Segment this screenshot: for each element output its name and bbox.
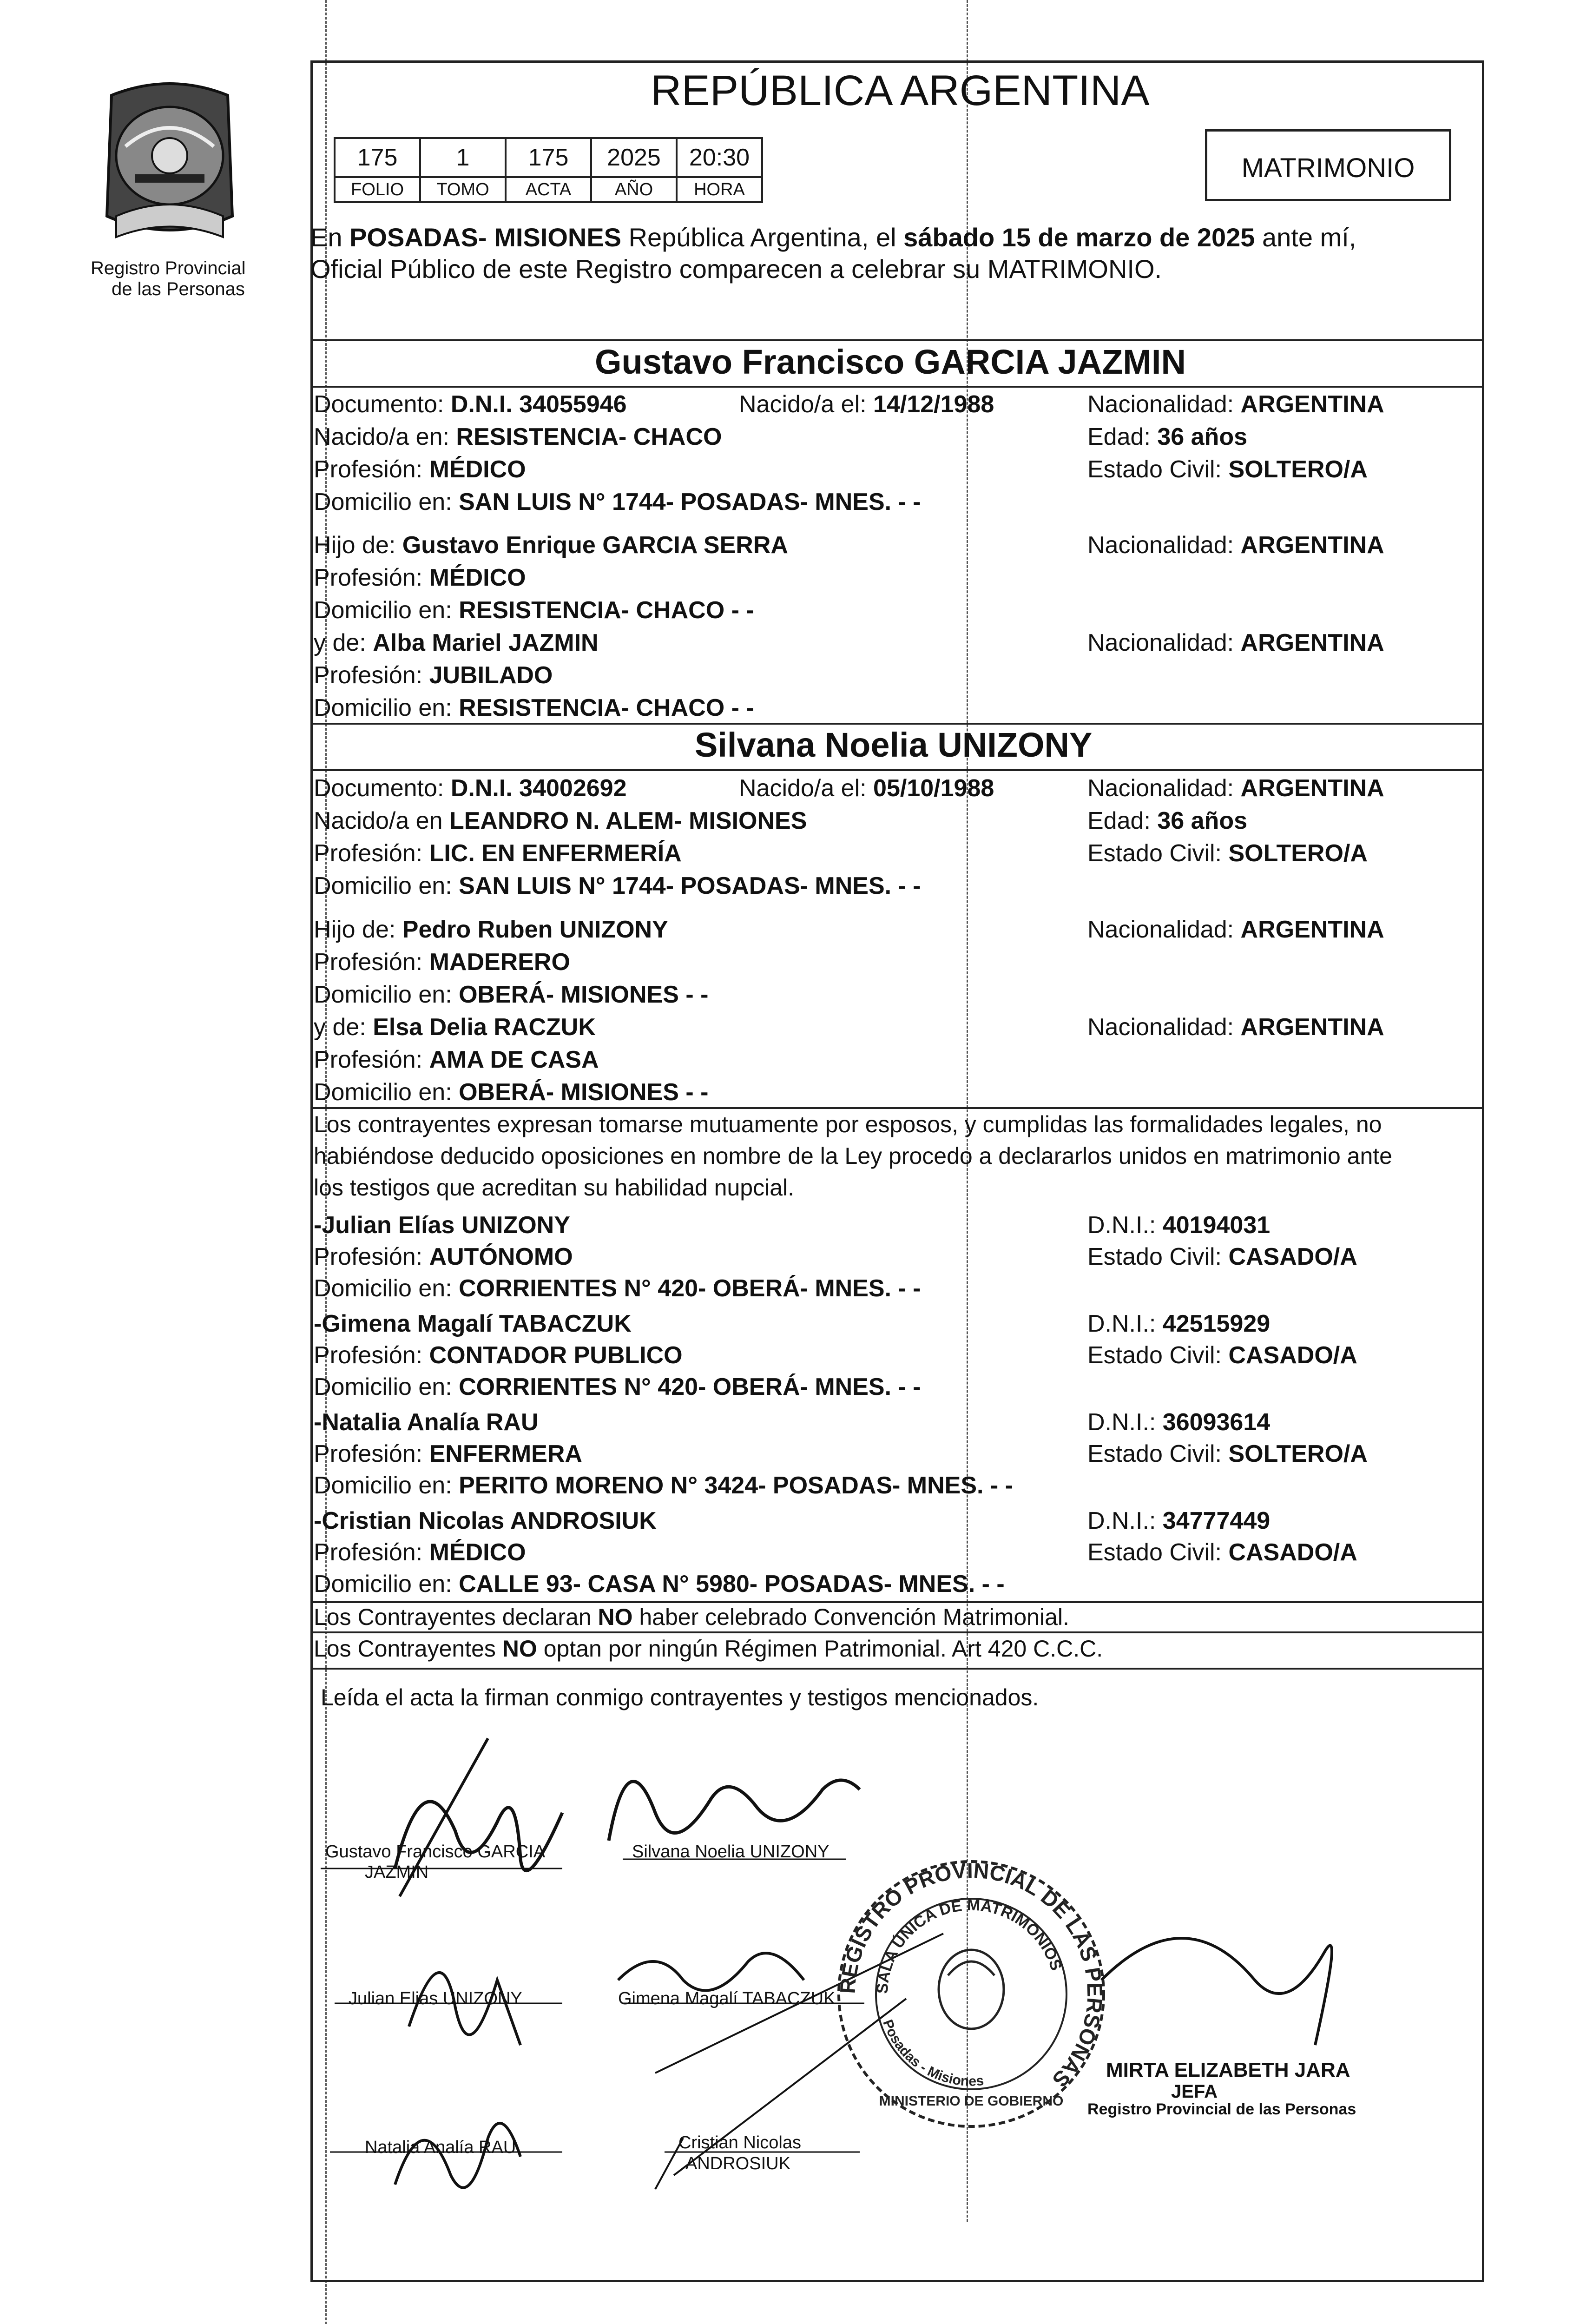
divider-conventions bbox=[310, 1601, 1484, 1603]
officer-role: JEFA bbox=[1171, 2081, 1218, 2102]
page-title: REPÚBLICA ARGENTINA bbox=[651, 67, 1150, 114]
witness-3-addr: Domicilio en: PERITO MORENO N° 3424- POSADAS- MNES. - - bbox=[314, 1472, 1014, 1499]
folio-label: FOLIO bbox=[335, 177, 420, 202]
signature-label-witness-4-2: ANDROSIUK bbox=[685, 2154, 790, 2173]
groom-father-addr: Domicilio en: RESISTENCIA- CHACO - - bbox=[314, 597, 754, 624]
groom-father-prof: Profesión: MÉDICO bbox=[314, 564, 526, 591]
seal-caption-line1: Registro Provincial bbox=[91, 258, 246, 278]
stamp-inner-text: SALA ÚNICA DE MATRIMONIOS bbox=[873, 1896, 1066, 1994]
signature-label-witness-4-1: Cristian Nicolas bbox=[678, 2133, 801, 2152]
folio-value: 175 bbox=[335, 138, 420, 177]
stamp-bottom-text: MINISTERIO DE GOBIERNO bbox=[879, 2093, 1064, 2109]
witness-3-name: -Natalia Analía RAU bbox=[314, 1409, 539, 1436]
groom-nat: Nacionalidad: ARGENTINA bbox=[1087, 391, 1384, 418]
divider-groom-name bbox=[310, 386, 1484, 388]
signature-label-witness-1: Julian Elias UNIZONY bbox=[349, 1989, 522, 2008]
groom-age: Edad: 36 años bbox=[1087, 423, 1247, 450]
witness-2-prof: Profesión: CONTADOR PUBLICO bbox=[314, 1342, 683, 1369]
bride-mother-prof: Profesión: AMA DE CASA bbox=[314, 1046, 599, 1073]
witness-1-prof: Profesión: AUTÓNOMO bbox=[314, 1243, 573, 1270]
bride-nat: Nacionalidad: ARGENTINA bbox=[1087, 775, 1384, 802]
groom-addr: Domicilio en: SAN LUIS N° 1744- POSADAS- MNES. - - bbox=[314, 489, 921, 515]
groom-name: Gustavo Francisco GARCIA JAZMIN bbox=[595, 343, 1186, 381]
act-type-label: MATRIMONIO bbox=[1241, 153, 1415, 183]
declaration-line2: habiéndose deducido oposiciones en nombre de la Ley procedo a declararlos unidos en matrimonio ante bbox=[314, 1143, 1392, 1169]
signature-label-witness-3: Natalia Analía RAU bbox=[365, 2138, 516, 2157]
intro-date: sábado 15 de marzo de 2025 bbox=[903, 223, 1255, 252]
closing-statement: Leída el acta la firman conmigo contrayentes y testigos mencionados. bbox=[321, 1684, 1039, 1710]
bride-father-addr: Domicilio en: OBERÁ- MISIONES - - bbox=[314, 981, 709, 1008]
bride-mother-addr: Domicilio en: OBERÁ- MISIONES - - bbox=[314, 1079, 709, 1106]
divider-bride-name bbox=[310, 769, 1484, 771]
groom-mother: y de: Alba Mariel JAZMIN bbox=[314, 629, 599, 656]
declaration-line3: los testigos que acreditan su habilidad nupcial. bbox=[314, 1175, 795, 1201]
witness-3-prof: Profesión: ENFERMERA bbox=[314, 1440, 582, 1467]
witness-4-addr: Domicilio en: CALLE 93- CASA N° 5980- POSADAS- MNES. - - bbox=[314, 1571, 1005, 1598]
registry-table bbox=[334, 137, 763, 203]
divider-bride-top bbox=[310, 723, 1484, 725]
official-stamp bbox=[832, 1855, 1111, 2133]
intro-text-b: República Argentina, el bbox=[621, 223, 904, 252]
groom-civil: Estado Civil: SOLTERO/A bbox=[1087, 456, 1368, 483]
bride-birthplace: Nacido/a en LEANDRO N. ALEM- MISIONES bbox=[314, 807, 807, 834]
stamp-city-text: Posadas - Misiones bbox=[880, 2017, 985, 2089]
groom-mother-addr: Domicilio en: RESISTENCIA- CHACO - - bbox=[314, 694, 754, 721]
convention-line2: Los Contrayentes NO optan por ningún Régimen Patrimonial. Art 420 C.C.C. bbox=[314, 1636, 1103, 1662]
tomo-label: TOMO bbox=[420, 177, 506, 202]
divider-declaration bbox=[310, 1107, 1484, 1109]
signature-label-witness-2: Gimena Magalí TABACZUK bbox=[618, 1989, 836, 2008]
intro-line1 bbox=[310, 223, 1356, 252]
hora-label: HORA bbox=[677, 177, 762, 202]
convention-line1: Los Contrayentes declaran NO haber celebrado Convención Matrimonial. bbox=[314, 1604, 1069, 1630]
groom-mother-nat: Nacionalidad: ARGENTINA bbox=[1087, 629, 1384, 656]
intro-place: POSADAS- MISIONES bbox=[349, 223, 622, 252]
witness-2-name: -Gimena Magalí TABACZUK bbox=[314, 1310, 632, 1337]
groom-born: Nacido/a el: 14/12/1988 bbox=[739, 391, 994, 418]
intro-text-c: ante mí, bbox=[1255, 223, 1356, 252]
bride-civil: Estado Civil: SOLTERO/A bbox=[1087, 840, 1368, 867]
acta-label: ACTA bbox=[506, 177, 591, 202]
signature-label-bride: Silvana Noelia UNIZONY bbox=[632, 1842, 830, 1862]
witness-1-name: -Julian Elías UNIZONY bbox=[314, 1212, 570, 1239]
tomo-value: 1 bbox=[420, 138, 506, 177]
svg-text:SALA ÚNICA DE MATRIMONIOS bbox=[874, 1896, 1065, 1994]
witness-4-prof: Profesión: MÉDICO bbox=[314, 1539, 526, 1566]
bride-father-nat: Nacionalidad: ARGENTINA bbox=[1087, 916, 1384, 943]
bride-mother-nat: Nacionalidad: ARGENTINA bbox=[1087, 1014, 1384, 1041]
acta-value: 175 bbox=[506, 138, 591, 177]
act-type-box bbox=[1205, 129, 1451, 201]
groom-mother-prof: Profesión: JUBILADO bbox=[314, 662, 553, 689]
witness-1-addr: Domicilio en: CORRIENTES N° 420- OBERÁ- MNES. - - bbox=[314, 1275, 921, 1302]
signature-label-groom-1: Gustavo Francisco GARCIA bbox=[325, 1842, 546, 1862]
bride-father: Hijo de: Pedro Ruben UNIZONY bbox=[314, 916, 668, 943]
declaration-line1: Los contrayentes expresan tomarse mutuamente por esposos, y cumplidas las formalidades legales, no bbox=[314, 1111, 1382, 1137]
provincial-seal-logo bbox=[84, 77, 256, 281]
divider-closing bbox=[310, 1668, 1484, 1670]
groom-father: Hijo de: Gustavo Enrique GARCIA SERRA bbox=[314, 532, 788, 559]
seal-caption-line2: de las Personas bbox=[112, 279, 245, 299]
bride-age: Edad: 36 años bbox=[1087, 807, 1247, 834]
stamp-outer-text: REGISTRO PROVINCIAL DE LAS PERSONAS bbox=[835, 1858, 1107, 2092]
witness-2-civil: Estado Civil: CASADO/A bbox=[1087, 1342, 1357, 1369]
intro-line2: Oficial Público de este Registro comparecen a celebrar su MATRIMONIO. bbox=[310, 254, 1162, 284]
intro-text-a: En bbox=[310, 223, 350, 252]
witness-3-civil: Estado Civil: SOLTERO/A bbox=[1087, 1440, 1368, 1467]
groom-father-nat: Nacionalidad: ARGENTINA bbox=[1087, 532, 1384, 559]
witness-3-dni: D.N.I.: 36093614 bbox=[1087, 1409, 1271, 1436]
bride-prof: Profesión: LIC. EN ENFERMERÍA bbox=[314, 840, 682, 867]
witness-4-name: -Cristian Nicolas ANDROSIUK bbox=[314, 1507, 657, 1534]
witness-1-dni: D.N.I.: 40194031 bbox=[1087, 1212, 1271, 1239]
anio-label: AÑO bbox=[591, 177, 677, 202]
bride-born: Nacido/a el: 05/10/1988 bbox=[739, 775, 994, 802]
divider-conventions-mid bbox=[310, 1631, 1484, 1633]
officer-name: MIRTA ELIZABETH JARA bbox=[1106, 2059, 1350, 2081]
officer-org: Registro Provincial de las Personas bbox=[1087, 2100, 1356, 2118]
bride-father-prof: Profesión: MADERERO bbox=[314, 949, 570, 976]
hora-value: 20:30 bbox=[677, 138, 762, 177]
anio-value: 2025 bbox=[591, 138, 677, 177]
divider-groom-top bbox=[310, 339, 1484, 341]
witness-4-civil: Estado Civil: CASADO/A bbox=[1087, 1539, 1357, 1566]
signature-label-groom-2: JAZMIN bbox=[365, 1862, 429, 1882]
bride-name: Silvana Noelia UNIZONY bbox=[695, 726, 1093, 764]
groom-birthplace: Nacido/a en: RESISTENCIA- CHACO bbox=[314, 423, 722, 450]
bride-doc: Documento: D.N.I. 34002692 bbox=[314, 775, 627, 802]
bride-addr: Domicilio en: SAN LUIS N° 1744- POSADAS- MNES. - - bbox=[314, 872, 921, 899]
witness-4-dni: D.N.I.: 34777449 bbox=[1087, 1507, 1271, 1534]
witness-1-civil: Estado Civil: CASADO/A bbox=[1087, 1243, 1357, 1270]
bride-mother: y de: Elsa Delia RACZUK bbox=[314, 1014, 596, 1041]
witness-2-addr: Domicilio en: CORRIENTES N° 420- OBERÁ- MNES. - - bbox=[314, 1373, 921, 1400]
witness-2-dni: D.N.I.: 42515929 bbox=[1087, 1310, 1271, 1337]
groom-prof: Profesión: MÉDICO bbox=[314, 456, 526, 483]
groom-doc: Documento: D.N.I. 34055946 bbox=[314, 391, 627, 418]
